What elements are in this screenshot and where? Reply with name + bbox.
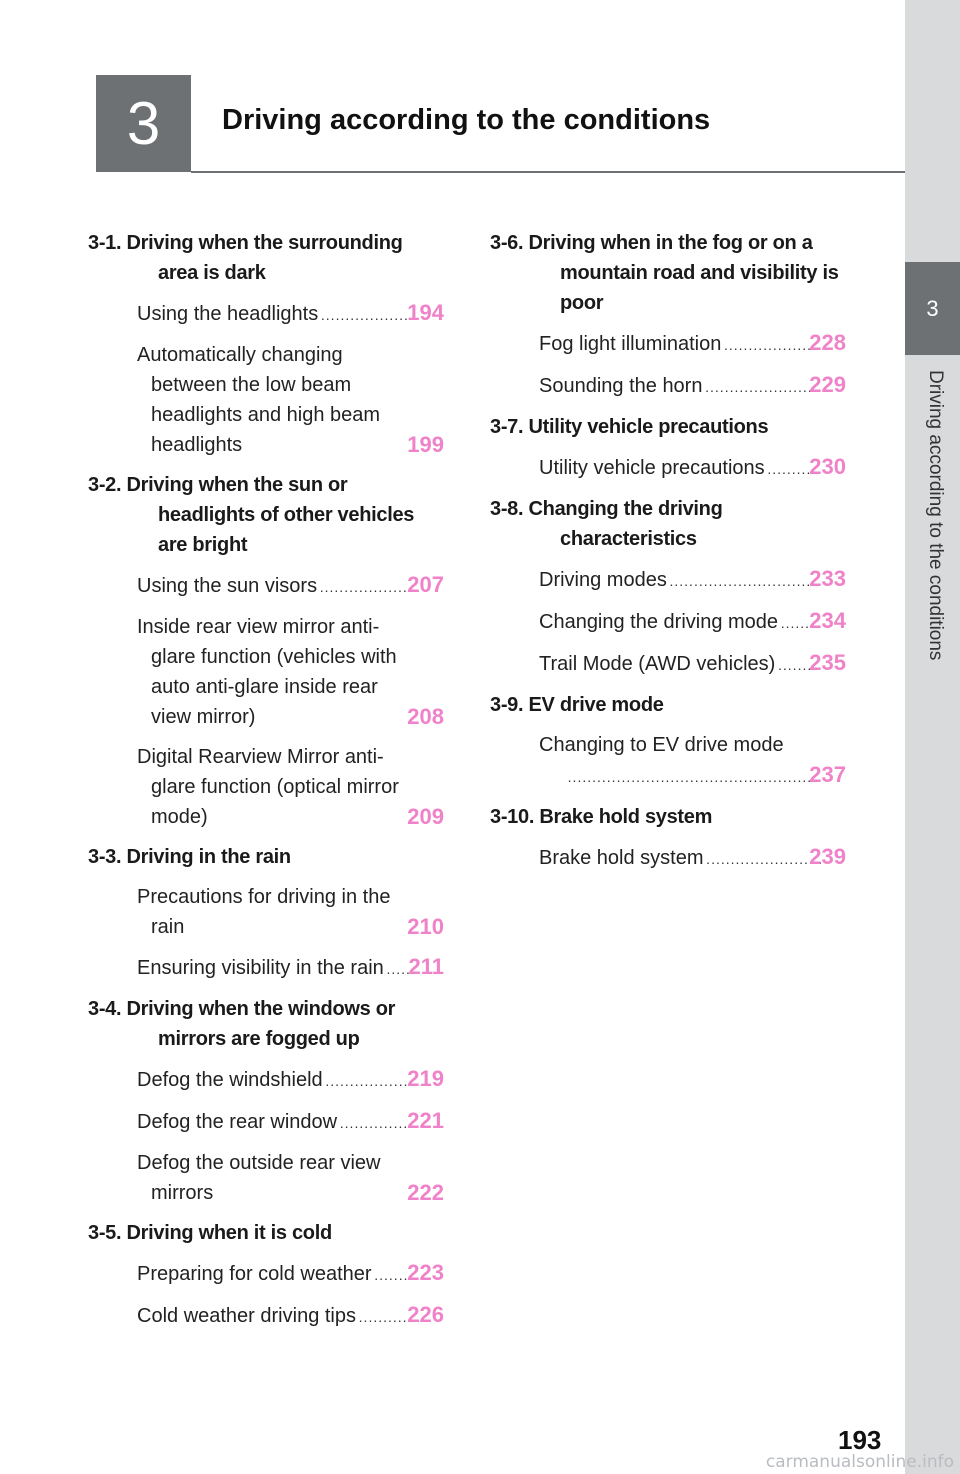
toc-entry[interactable] bbox=[137, 1106, 444, 1138]
entry-page[interactable]: 223 bbox=[407, 1260, 444, 1285]
section-heading[interactable]: 3-7. Utility vehicle precautions bbox=[490, 416, 769, 438]
entry-title: Changing to EV drive mode bbox=[539, 734, 784, 756]
toc-entry[interactable] bbox=[539, 648, 846, 680]
chapter-number: 3 bbox=[126, 90, 161, 157]
entry-title: Precautions for driving in the rain bbox=[137, 886, 391, 938]
toc-entry[interactable] bbox=[539, 842, 846, 874]
entry-page[interactable]: 219 bbox=[407, 1066, 444, 1091]
chapter-number-box bbox=[96, 75, 191, 172]
chapter-divider bbox=[191, 171, 905, 173]
toc-entry[interactable] bbox=[137, 1300, 444, 1332]
entry-title: Cold weather driving tips bbox=[137, 1305, 356, 1327]
toc-entry[interactable] bbox=[137, 570, 444, 602]
chapter-sidebar bbox=[905, 0, 960, 1474]
section-heading[interactable]: 3-1. Driving when the surrounding area is dark bbox=[88, 232, 403, 284]
chapter-tab-number: 3 bbox=[926, 295, 939, 321]
toc-entry[interactable] bbox=[137, 298, 444, 330]
entry-title: Changing the driving mode bbox=[539, 611, 779, 633]
toc-section bbox=[490, 228, 846, 402]
entry-page[interactable]: 211 bbox=[408, 954, 444, 979]
entry-page[interactable]: 230 bbox=[809, 454, 846, 479]
entry-page[interactable]: 234 bbox=[809, 608, 846, 633]
toc-left-column bbox=[88, 228, 444, 1342]
entry-page[interactable]: 199 bbox=[407, 432, 444, 457]
entry-title: Inside rear view mirror anti-glare function (vehicles with auto anti-glare inside rear view mirror) bbox=[137, 616, 397, 728]
toc-entry[interactable] bbox=[539, 606, 846, 638]
entry-page[interactable]: 237 bbox=[809, 762, 846, 787]
entry-page[interactable]: 209 bbox=[407, 804, 444, 829]
toc-entry[interactable] bbox=[539, 370, 846, 402]
entry-title: Preparing for cold weather bbox=[137, 1263, 372, 1285]
toc-entry[interactable] bbox=[137, 952, 444, 984]
section-heading[interactable]: 3-5. Driving when it is cold bbox=[88, 1222, 332, 1244]
entry-page[interactable]: 239 bbox=[809, 844, 846, 869]
entry-title: Fog light illumination bbox=[539, 333, 722, 355]
toc-section bbox=[88, 842, 444, 984]
entry-page[interactable]: 235 bbox=[809, 650, 846, 675]
entry-title: Using the sun visors bbox=[137, 575, 318, 597]
section-heading[interactable]: 3-10. Brake hold system bbox=[490, 806, 713, 828]
toc-entry[interactable] bbox=[137, 612, 444, 732]
entry-page[interactable]: 229 bbox=[809, 372, 846, 397]
entry-title: Trail Mode (AWD vehicles) bbox=[539, 653, 776, 675]
section-heading[interactable]: 3-4. Driving when the windows or mirrors are fogged up bbox=[88, 998, 396, 1050]
entry-page[interactable]: 228 bbox=[809, 330, 846, 355]
entry-page[interactable]: 221 bbox=[407, 1108, 444, 1133]
toc-entry[interactable] bbox=[137, 882, 444, 942]
chapter-title: Driving according to the conditions bbox=[222, 104, 711, 136]
toc-section bbox=[88, 994, 444, 1208]
entry-title: Digital Rearview Mirror anti-glare function (optical mirror mode) bbox=[137, 746, 399, 828]
toc-entry[interactable] bbox=[137, 1064, 444, 1096]
section-heading[interactable]: 3-3. Driving in the rain bbox=[88, 846, 291, 868]
toc-section bbox=[490, 690, 846, 792]
section-heading[interactable]: 3-9. EV drive mode bbox=[490, 694, 664, 716]
entry-page[interactable]: 208 bbox=[407, 704, 444, 729]
entry-title: Utility vehicle precautions bbox=[539, 457, 765, 479]
entry-page[interactable]: 210 bbox=[407, 914, 444, 939]
section-heading[interactable]: 3-2. Driving when the sun or headlights of other vehicles are bright bbox=[88, 474, 415, 556]
sidebar-chapter-title: Driving according to the conditions bbox=[925, 370, 946, 661]
entry-title: Defog the windshield bbox=[137, 1069, 323, 1091]
toc-entry[interactable] bbox=[137, 1148, 444, 1208]
entry-title: Brake hold system bbox=[539, 847, 704, 869]
entry-page[interactable]: 194 bbox=[407, 300, 444, 325]
entry-title: Ensuring visibility in the rain bbox=[137, 957, 384, 979]
entry-title: Defog the outside rear view mirrors bbox=[137, 1152, 381, 1204]
entry-title: Sounding the horn bbox=[539, 375, 703, 397]
toc-section bbox=[88, 470, 444, 832]
entry-title: Driving modes bbox=[539, 569, 667, 591]
section-heading[interactable]: 3-8. Changing the driving characteristics bbox=[490, 498, 723, 550]
toc-section bbox=[490, 494, 846, 680]
toc-section bbox=[490, 802, 846, 874]
entry-title: Automatically changing between the low beam headlights and high beam headlights bbox=[137, 344, 381, 456]
section-heading[interactable]: 3-6. Driving when in the fog or on a mountain road and visibility is poor bbox=[490, 232, 839, 314]
toc-entry[interactable] bbox=[539, 730, 846, 792]
toc-entry[interactable] bbox=[137, 340, 444, 460]
entry-page[interactable]: 222 bbox=[407, 1180, 444, 1205]
toc-right-column bbox=[490, 228, 846, 884]
page-number: 193 bbox=[838, 1425, 882, 1455]
chapter-tab[interactable] bbox=[905, 262, 960, 355]
watermark: carmanualsonline.info bbox=[765, 1452, 954, 1472]
entry-title: Using the headlights bbox=[137, 303, 319, 325]
entry-page[interactable]: 226 bbox=[407, 1302, 444, 1327]
entry-title: Defog the rear window bbox=[137, 1111, 338, 1133]
toc-section bbox=[88, 1218, 444, 1332]
toc-section bbox=[88, 228, 444, 460]
entry-page[interactable]: 207 bbox=[407, 572, 444, 597]
toc-section bbox=[490, 412, 846, 484]
toc-entry[interactable] bbox=[137, 742, 444, 832]
toc-entry[interactable] bbox=[539, 564, 846, 596]
toc-entry[interactable] bbox=[137, 1258, 444, 1290]
toc-entry[interactable] bbox=[539, 328, 846, 360]
entry-page[interactable]: 233 bbox=[809, 566, 846, 591]
toc-entry[interactable] bbox=[539, 452, 846, 484]
